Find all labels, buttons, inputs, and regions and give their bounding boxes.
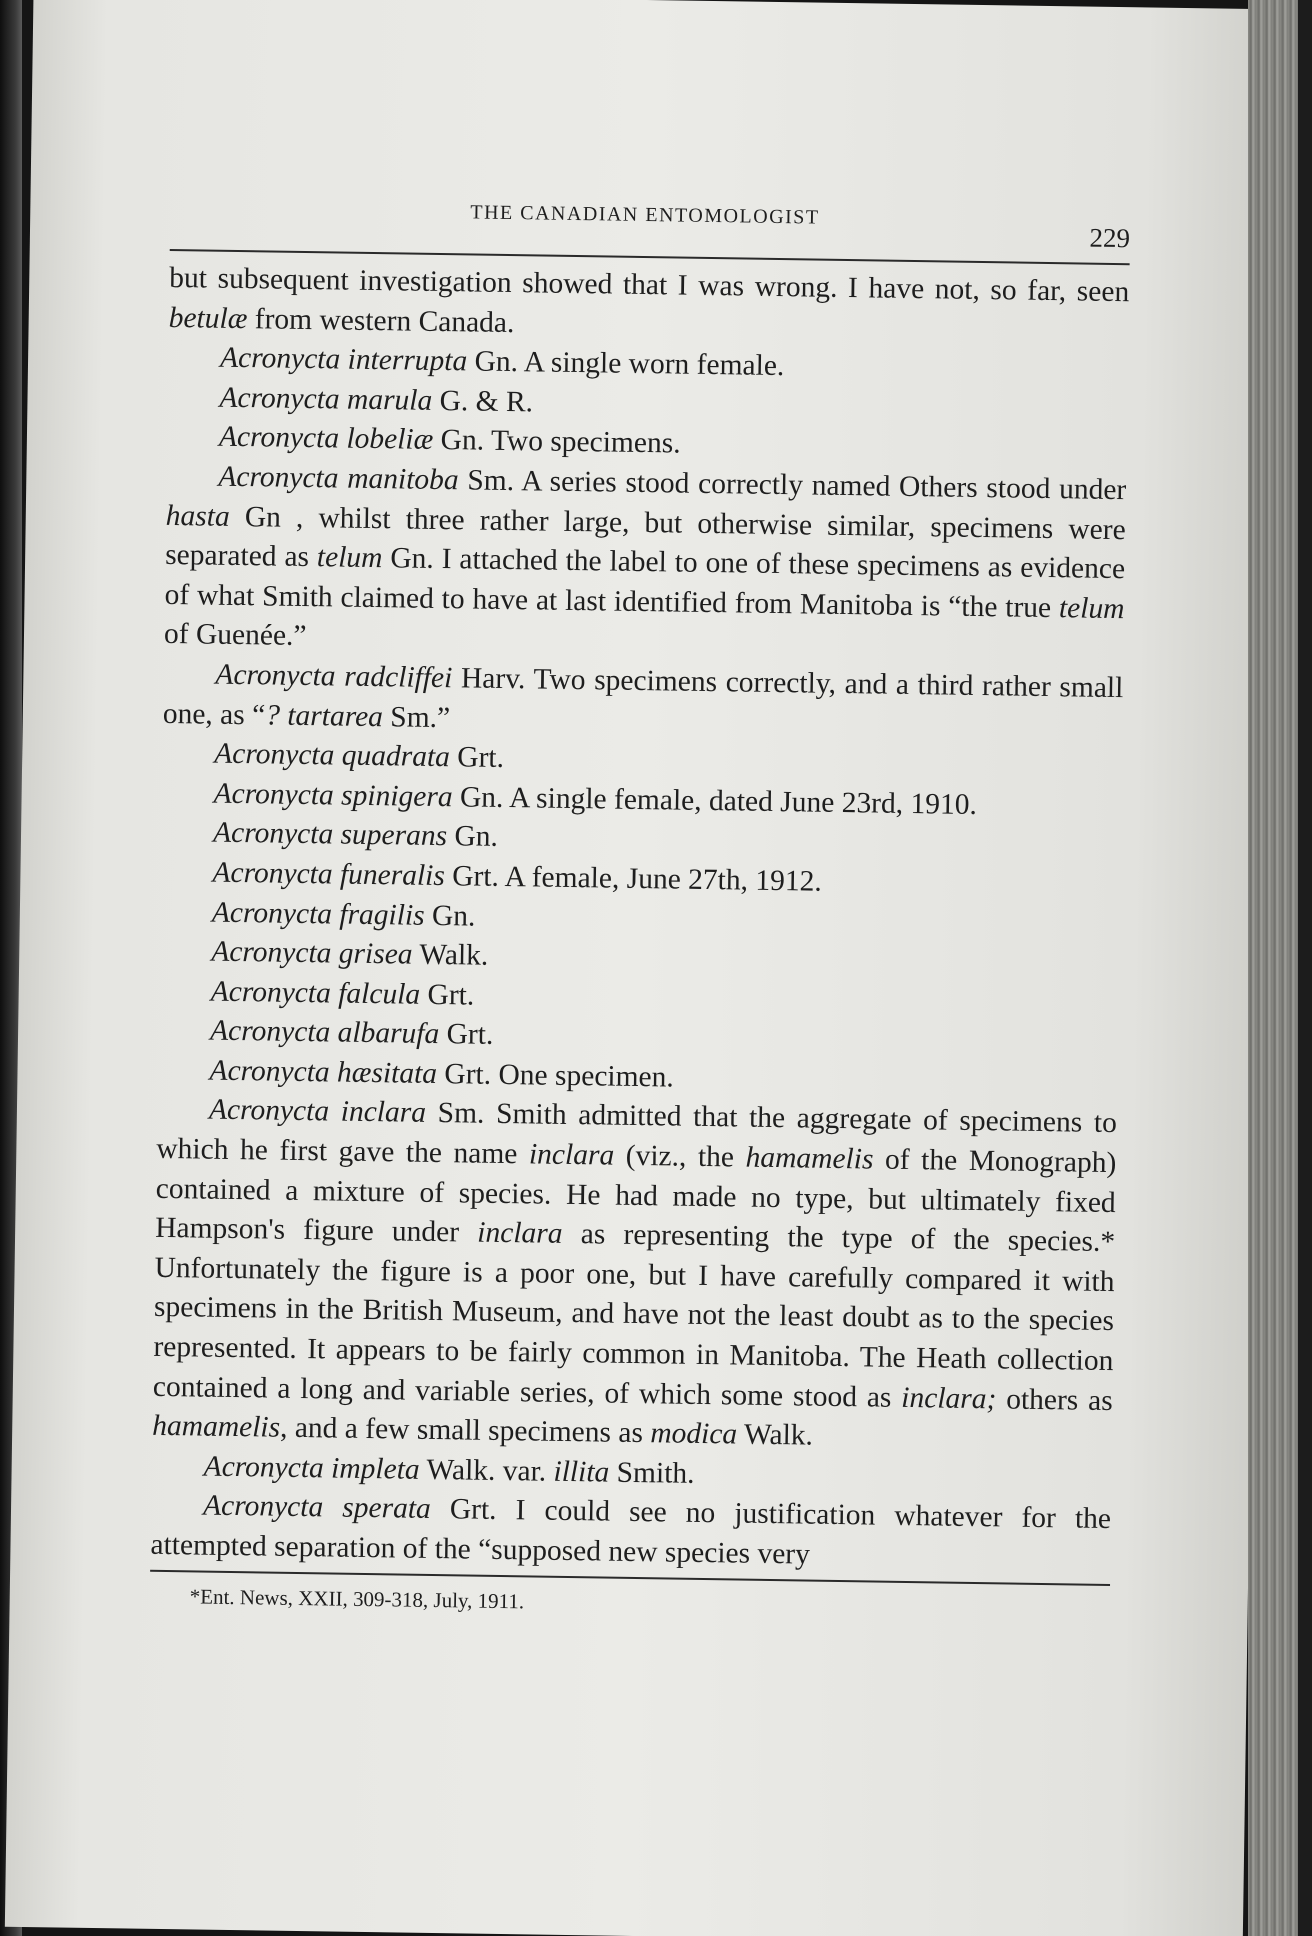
italic-text: Acronycta albarufa [209,1014,440,1051]
text-segment: of Guenée.” [163,618,307,653]
italic-text: Acronycta hæsitata [209,1054,438,1090]
text-segment: as representing the type of the species.* Unfortunately the figure is a poor one, but I have carefully compared it with specimens in the British Museum, and have not the least doubt as to the species represented. It appears to be fairly common in Manitoba. The Heath collection contained a long and variable series, of which some stood as [152,1218,1116,1414]
text-segment: Sm. Smith admitted that the aggregate of specimens to which he first gave the name [156,1097,1118,1171]
paragraph [164,457,1127,669]
footnote: *Ent. News, XXII, 309-318, July, 1911. [189,1583,525,1613]
text-segment: Smith. [609,1456,695,1490]
text-segment: Gn. [424,899,476,933]
italic-text: Acronycta spinigera [213,777,453,813]
italic-text: Acronycta grisea [211,935,413,971]
italic-text: Acronycta impleta [203,1450,420,1486]
italic-text: inclara [528,1138,615,1172]
italic-text: ? tartarea [264,698,384,733]
text-segment: Grt. One specimen. [436,1057,675,1094]
text-segment: Gn. I attached the label to one of these specimens as evidence of what Smith claimed to have at last identified from Manitoba is “the true [164,542,1126,624]
italic-text: inclara; [901,1381,997,1415]
paragraph [168,259,1129,352]
italic-text: Acronycta radcliffei [215,658,453,695]
paragraph [150,1486,1111,1579]
italic-text: hasta [165,499,230,533]
text-segment: Sm. A series stood correctly named Others stood under [458,464,1127,507]
text-segment: Walk. var. [419,1453,554,1488]
italic-text: Acronycta fragilis [211,896,425,932]
text-segment: Grt. [449,741,505,775]
text-segment: Gn. A single female, dated June 23rd, 1910. [452,780,978,821]
italic-text: telum [1058,591,1125,625]
text-segment: Gn. A single worn female. [467,345,785,383]
body-text [150,259,1129,1580]
italic-text: Acronycta sperata [202,1489,432,1526]
italic-text: Acronycta quadrata [214,737,451,774]
paragraph [152,1090,1117,1461]
page-stack-edges [1248,0,1312,1936]
paragraph [163,655,1124,748]
page-content [150,193,1131,1624]
italic-text: illita [553,1455,610,1489]
text-segment: but subsequent investigation showed that I was wrong. I have not, so far, seen [169,261,1130,309]
text-segment: G. & R. [432,384,534,419]
italic-text: Acronycta interrupta [219,341,468,378]
text-segment: Gn. Two specimens. [433,424,681,460]
text-segment: Walk. [412,938,489,972]
page-number: 229 [1089,222,1131,254]
text-segment: , and a few small specimens as [279,1411,651,1450]
italic-text: hamamelis [745,1141,874,1176]
italic-text: Acronycta manitoba [218,460,459,497]
italic-text: Acronycta inclara [208,1094,427,1130]
italic-text: modica [650,1417,738,1451]
italic-text: inclara [477,1216,563,1251]
text-segment: Sm.” [382,700,451,734]
italic-text: Acronycta marula [219,381,433,417]
text-segment: others as [996,1382,1113,1417]
text-segment: Gn , whilst three rather large, but otherwise similar, specimens were separated as [164,500,1126,574]
book-page [5,0,1272,1936]
text-segment: Grt. A female, June 27th, 1912. [444,860,822,898]
running-title: THE CANADIAN ENTOMOLOGIST [470,201,820,229]
text-segment: Harv. Two specimens correctly, and a third rather small one, as “ [162,662,1124,731]
text-segment: Grt. I could see no justification whatever for the attempted separation of the “supposed new species very [150,1493,1112,1571]
text-segment: (viz., the [613,1139,746,1174]
page-header [170,193,1131,257]
italic-text: Acronycta superans [212,816,448,853]
italic-text: betulæ [168,301,248,335]
text-segment: from western Canada. [247,302,515,339]
text-segment: of the Monograph) contained a mixture of species. He had made no type, but ultimately fixed Hampson's figure under [154,1143,1117,1249]
text-segment: Walk. [736,1418,814,1452]
text-segment: Grt. [439,1018,494,1052]
italic-text: Acronycta lobeliæ [218,421,434,457]
italic-text: Acronycta falcula [210,975,421,1011]
italic-text: telum [316,541,383,575]
italic-text: hamamelis [152,1410,281,1444]
text-segment: Grt. [419,978,475,1012]
italic-text: Acronycta funeralis [212,856,446,893]
text-segment: Gn. [446,820,499,854]
